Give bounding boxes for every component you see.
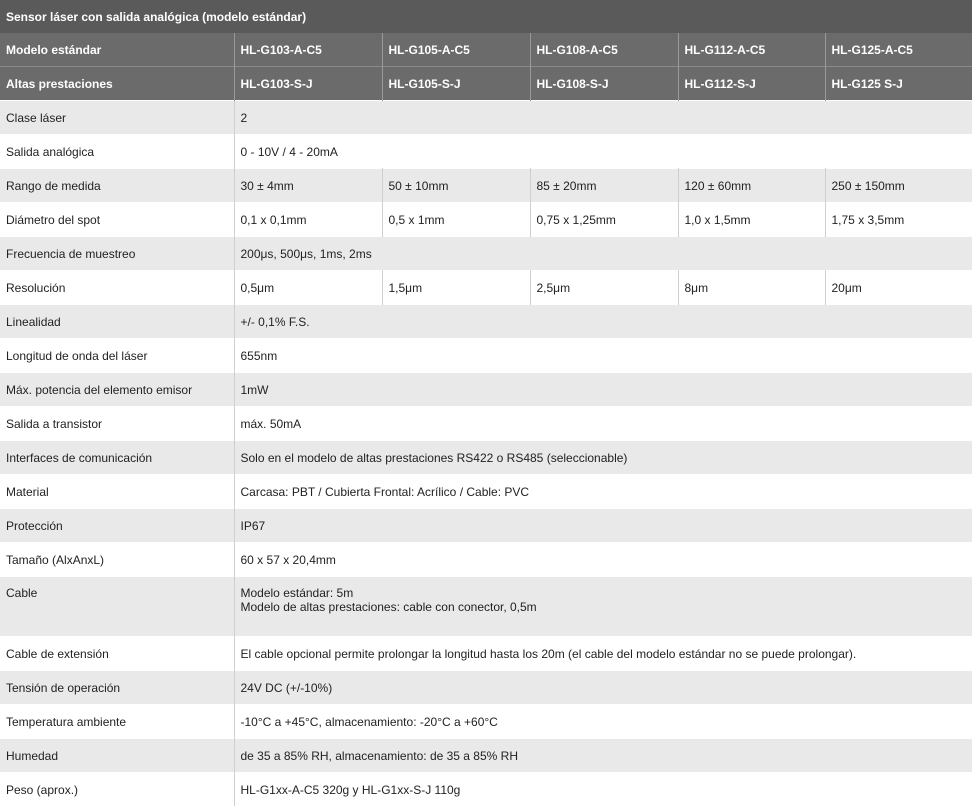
model-code: HL-G108-A-C5 <box>530 33 678 67</box>
table-row <box>0 237 972 271</box>
spec-value: 655nm <box>234 339 972 373</box>
spec-label: Tamaño (AlxAnxL) <box>0 543 234 577</box>
spec-value: 200μs, 500μs, 1ms, 2ms <box>234 237 972 271</box>
table-title-row <box>0 0 972 33</box>
model-code: HL-G103-A-C5 <box>234 33 382 67</box>
table-row <box>0 441 972 475</box>
spec-label: Longitud de onda del láser <box>0 339 234 373</box>
model-code: HL-G105-A-C5 <box>382 33 530 67</box>
spec-value: 1,75 x 3,5mm <box>825 203 972 237</box>
table-row <box>0 305 972 339</box>
table-row <box>0 339 972 373</box>
table-row <box>0 773 972 806</box>
spec-label: Temperatura ambiente <box>0 705 234 739</box>
spec-label: Interfaces de comunicación <box>0 441 234 475</box>
spec-label: Cable <box>0 577 234 637</box>
spec-value: 8μm <box>678 271 825 305</box>
spec-label: Salida a transistor <box>0 407 234 441</box>
header-row <box>0 33 972 67</box>
spec-value: 250 ± 150mm <box>825 169 972 203</box>
table-row <box>0 637 972 671</box>
table-row <box>0 739 972 773</box>
spec-value: IP67 <box>234 509 972 543</box>
table-row <box>0 101 972 135</box>
spec-value: 1,0 x 1,5mm <box>678 203 825 237</box>
spec-label: Resolución <box>0 271 234 305</box>
model-code: HL-G108-S-J <box>530 67 678 101</box>
model-code: HL-G125 S-J <box>825 67 972 101</box>
header-row <box>0 67 972 101</box>
spec-label: Clase láser <box>0 101 234 135</box>
spec-value <box>234 577 972 637</box>
spec-value-line: Modelo de altas prestaciones: cable con conector, 0,5m <box>241 600 967 614</box>
model-code: HL-G112-S-J <box>678 67 825 101</box>
model-code: HL-G125-A-C5 <box>825 33 972 67</box>
spec-value: 0,1 x 0,1mm <box>234 203 382 237</box>
spec-label: Peso (aprox.) <box>0 773 234 806</box>
header-row-label: Altas prestaciones <box>0 67 234 101</box>
model-code: HL-G105-S-J <box>382 67 530 101</box>
spec-value: -10°C a +45°C, almacenamiento: -20°C a +60°C <box>234 705 972 739</box>
table-title: Sensor láser con salida analógica (modelo estándar) <box>0 0 972 33</box>
spec-label: Rango de medida <box>0 169 234 203</box>
spec-label: Protección <box>0 509 234 543</box>
spec-label: Tensión de operación <box>0 671 234 705</box>
spec-value: de 35 a 85% RH, almacenamiento: de 35 a 85% RH <box>234 739 972 773</box>
spec-value: 50 ± 10mm <box>382 169 530 203</box>
spec-value: 0,5μm <box>234 271 382 305</box>
spec-value: 20μm <box>825 271 972 305</box>
spec-label: Máx. potencia del elemento emisor <box>0 373 234 407</box>
table-row <box>0 203 972 237</box>
spec-value: El cable opcional permite prolongar la longitud hasta los 20m (el cable del modelo estándar no se puede prolongar). <box>234 637 972 671</box>
model-code: HL-G103-S-J <box>234 67 382 101</box>
header-row-label: Modelo estándar <box>0 33 234 67</box>
spec-value: 120 ± 60mm <box>678 169 825 203</box>
table-row <box>0 169 972 203</box>
spec-value: 60 x 57 x 20,4mm <box>234 543 972 577</box>
table-row <box>0 509 972 543</box>
spec-value: 1,5μm <box>382 271 530 305</box>
spec-value-line: Modelo estándar: 5m <box>241 586 967 600</box>
spec-value: 1mW <box>234 373 972 407</box>
spec-label: Linealidad <box>0 305 234 339</box>
spec-label: Frecuencia de muestreo <box>0 237 234 271</box>
spec-label: Material <box>0 475 234 509</box>
table-row <box>0 475 972 509</box>
table-row <box>0 705 972 739</box>
spec-value: máx. 50mA <box>234 407 972 441</box>
table-row <box>0 577 972 637</box>
spec-label: Diámetro del spot <box>0 203 234 237</box>
table-row <box>0 271 972 305</box>
spec-value: 2,5μm <box>530 271 678 305</box>
spec-value: Carcasa: PBT / Cubierta Frontal: Acrílico / Cable: PVC <box>234 475 972 509</box>
spec-value: 2 <box>234 101 972 135</box>
spec-value: Solo en el modelo de altas prestaciones RS422 o RS485 (seleccionable) <box>234 441 972 475</box>
spec-value: 0 - 10V / 4 - 20mA <box>234 135 972 169</box>
spec-label: Humedad <box>0 739 234 773</box>
table-row <box>0 373 972 407</box>
spec-value: HL-G1xx-A-C5 320g y HL-G1xx-S-J 110g <box>234 773 972 806</box>
table-row <box>0 543 972 577</box>
model-code: HL-G112-A-C5 <box>678 33 825 67</box>
spec-value: 0,5 x 1mm <box>382 203 530 237</box>
spec-label: Salida analógica <box>0 135 234 169</box>
table-row <box>0 671 972 705</box>
spec-value: 24V DC (+/-10%) <box>234 671 972 705</box>
spec-value: 0,75 x 1,25mm <box>530 203 678 237</box>
spec-value: 30 ± 4mm <box>234 169 382 203</box>
table-row <box>0 135 972 169</box>
spec-label: Cable de extensión <box>0 637 234 671</box>
spec-value: +/- 0,1% F.S. <box>234 305 972 339</box>
table-row <box>0 407 972 441</box>
spec-value: 85 ± 20mm <box>530 169 678 203</box>
